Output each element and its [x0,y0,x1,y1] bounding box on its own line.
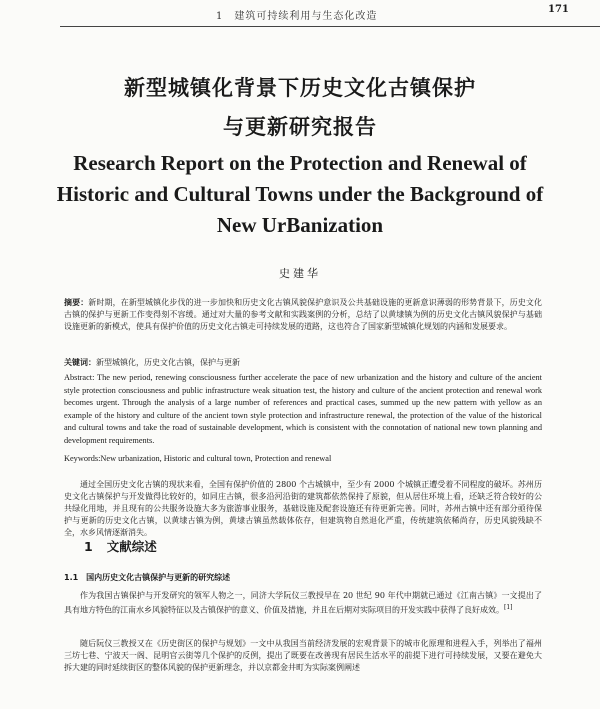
keywords-cn-text: 新型城镇化，历史文化古镇，保护与更新 [96,358,240,367]
subsection-heading [64,572,238,583]
author-name: 史建华 [279,267,321,280]
keywords-en [64,453,542,466]
title-en-line-2: Historic and Cultural Towns under the Background of [56,182,544,206]
header-divider [60,26,600,27]
title-cn-line-2: 与更新研究报告 [223,115,377,139]
keywords-cn-label: 关键词： [64,357,96,367]
section-title: 文献综述 [106,539,157,554]
title-en-line-1: Research Report on the Protection and Renewal of [73,151,527,175]
subsection-title: 国内历史文化古镇保护与更新的研究综述 [86,573,231,582]
lit-paragraph-1-text: 作为我国古镇保护与开发研究的领军人物之一，同济大学阮仪三教授早在 20 世纪 90 年代中期就已通过《江南古镇》一文提出了具有地方特色的江南水乡风貌特征以及古镇保护的意义、价值及措施，并且在后期对实际项目的开发实践中获得了良好成效。 [64,591,542,615]
abstract-en-label: Abstract: [64,373,95,382]
abstract-en [64,372,542,447]
page-number: 171 [548,4,569,15]
lit-paragraph-1 [64,590,542,617]
abstract-cn-text: 新时期，在新型城镇化步伐的进一步加快和历史文化古镇风貌保护意识及公共基础设施的更新意识薄弱的形势背景下，历史文化古镇的保护与更新工作变得刻不容缓。通过对大量的参考文献和实践案例的分析，总结了以黄埭镇为例的历史文化古镇风貌保护与基础设施更新的新模式，使具有保护价值的历史文化古镇走可持续发展的道路，这也符合了国家新型城镇化规划的内涵和发展要求。 [64,298,542,332]
running-title: 1 建筑可持续利用与生态化改造 [216,11,378,22]
abstract-cn [64,296,542,333]
intro-paragraph: 通过全国历史文化古镇的现状来看，全国有保护价值的 2800 个古城镇中，至少有 2000 个城镇正遭受着不同程度的破坏。苏州历史文化古镇保护与开发做得比较好的，如同庄古镇，很多沿河沿街的建筑都依然保持了原貌，但从居住环境上看，还缺乏符合较好的公共绿化用地，并且现有的公共服务设施大多为旅游事业服务，基础设施及配套设施还有待更新完善。同时，苏州古镇中还有部分亟待保护与更新的历史文化古镇，以黄埭古镇为例，黄埭古镇虽然载体依存，但建筑物自然退化严重，传统建筑依稀尚存，历史风貌残缺不全，水乡风情逐渐消失。 [64,480,542,538]
keywords-en-text: New urbanization, Historic and cultural town, Protection and renewal [100,454,332,463]
title-cn-line-1: 新型城镇化背景下历史文化古镇保护 [124,76,476,100]
keywords-en-label: Keywords: [64,454,101,463]
title-en-line-3: New UrBanization [216,213,384,237]
running-header [0,0,600,26]
lit-paragraph-2: 随后阮仪三教授又在《历史街区的保护与规划》一文中从我国当前经济发展的宏观背景下的城市化原理和进程入手，列举出了福州三坊七巷、宁波天一阁、昆明官云街等几个保护的反例，提出了既要在改善现有居民生活水平的前提下进行可持续发展，又要在避免大拆大建的同时延续街区的整体风貌的保护更新理念，并以京都金井町为实际案例阐述 [64,639,542,673]
abstract-en-text: The new period, renewing consciousness further accelerate the pace of new urbanization and the history and culture of the ancient style protection consciousness and public infrastructure weak situation test, the history and culture of the ancient protection and renewal work becomes urgent. Through the analysis of a large number of references and practical cases, summed up the new pattern with yellow as an example of the history and culture of the ancient town style protection and infrastructure renewal, the protection of the value of the historical and cultural towns and take the road of sustainable development, which is consistent with the connotation of national new town planning and development requirements. [64,373,542,445]
keywords-cn [64,356,542,369]
section-number: 1 [84,539,93,554]
reference-marker: [1] [504,604,513,612]
abstract-cn-label: 摘要： [64,297,89,307]
subsection-number: 1.1 [64,573,79,582]
section-heading [84,537,171,555]
